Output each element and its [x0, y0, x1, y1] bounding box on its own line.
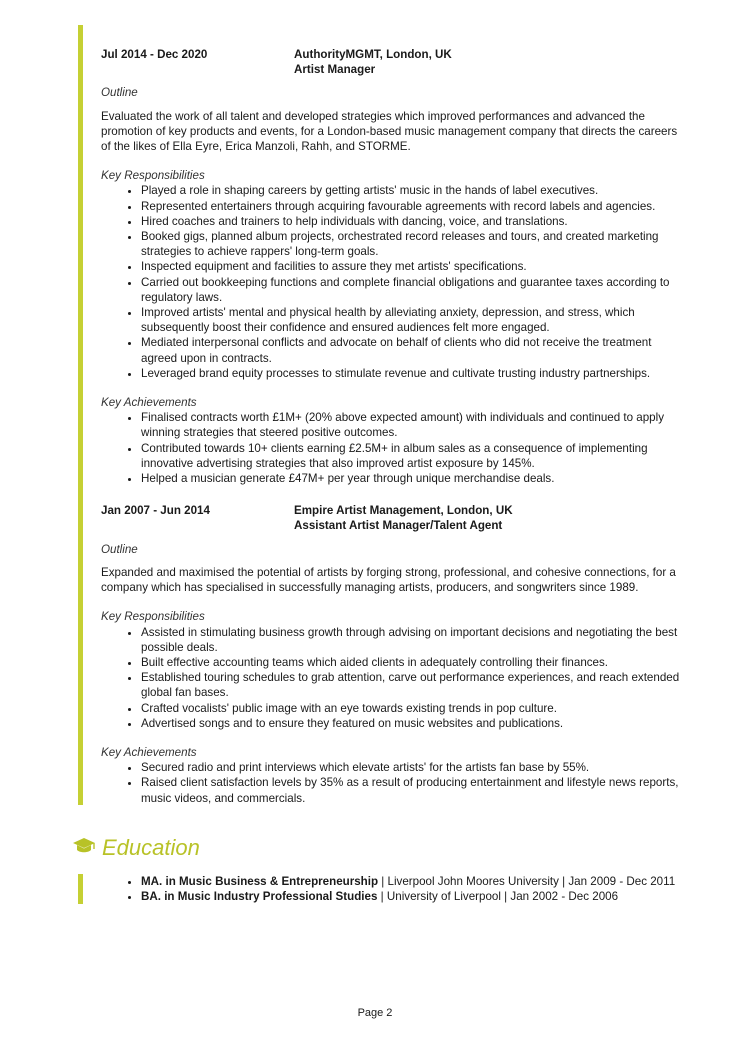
job-company: Empire Artist Management, London, UK	[294, 504, 513, 518]
outline-label: Outline	[101, 86, 138, 100]
list-item: • Advertised songs and to ensure they featured on music websites and publications.	[141, 716, 681, 731]
list-item: • Carried out bookkeeping functions and complete financial obligations and guarantee taxes according to regulatory laws.	[141, 275, 681, 305]
responsibilities-label: Key Responsibilities	[101, 169, 205, 183]
job-company: AuthorityMGMT, London, UK	[294, 48, 452, 61]
education-title: Education	[102, 835, 200, 860]
list-item: • Leveraged brand equity processes to stimulate revenue and cultivate trusting industry partnerships.	[141, 366, 681, 381]
responsibilities-label: Key Responsibilities	[101, 610, 205, 624]
achievements-list	[101, 410, 681, 486]
education-heading	[72, 834, 200, 862]
list-item: • Secured radio and print interviews which elevate artists' for the artists fan base by 55%.	[141, 760, 681, 775]
list-item: • Booked gigs, planned album projects, orchestrated record releases and tours, and created marketing strategies to achieve rappers' long-term goals.	[141, 229, 681, 259]
job-date: Jan 2007 - Jun 2014	[101, 504, 210, 518]
list-item: • Crafted vocalists' public image with an eye towards existing trends in pop culture.	[141, 701, 681, 716]
education-accent-bar	[78, 874, 83, 904]
job-title: Assistant Artist Manager/Talent Agent	[294, 519, 503, 533]
list-item: • Contributed towards 10+ clients earning £2.5M+ in album sales as a consequence of implementing innovative advertising strategies that also improved artist exposure by 145%.	[141, 441, 681, 471]
degree-name: BA. in Music Industry Professional Studies	[141, 890, 378, 904]
list-item: • Played a role in shaping careers by getting artists' music in the hands of label executives.	[141, 183, 681, 198]
achievements-label: Key Achievements	[101, 396, 197, 410]
education-item	[141, 874, 741, 889]
job-entry	[101, 47, 681, 486]
list-item: • Inspected equipment and facilities to assure they met artists' specifications.	[141, 259, 681, 274]
degree-name: MA. in Music Business & Entrepreneurship	[141, 875, 379, 888]
job-title: Artist Manager	[294, 63, 376, 77]
list-item: • Finalised contracts worth £1M+ (20% above expected amount) with individuals and continued to apply winning strategies that steered positive outcomes.	[141, 410, 681, 440]
achievements-label: Key Achievements	[101, 745, 197, 759]
list-item: • Helped a musician generate £47M+ per year through unique merchandise deals.	[141, 471, 681, 486]
experience-section	[101, 47, 681, 806]
education-list	[101, 874, 741, 904]
outline-label: Outline	[101, 542, 138, 556]
list-item: • Assisted in stimulating business growth through advising on important decisions and negotiating the best possible deals.	[141, 625, 681, 655]
list-item: • Represented entertainers through acquiring favourable agreements with record labels and agencies.	[141, 199, 681, 214]
responsibilities-list	[101, 625, 681, 731]
job-header	[101, 503, 681, 533]
achievements-list	[101, 760, 681, 806]
job-entry	[101, 503, 681, 805]
degree-details: | Liverpool John Moores University | Jan 2009 - Dec 2011	[378, 875, 676, 888]
graduation-cap-icon	[72, 837, 96, 859]
list-item: • Hired coaches and trainers to help individuals with dancing, voice, and translations.	[141, 214, 681, 229]
outline-text: Evaluated the work of all talent and developed strategies which improved performances and advanced the promotion of key products and events, for a London-based music management company that directs the careers of the likes of Ella Eyre, Erica Manzoli, Rahh, and STORME.	[101, 109, 678, 154]
list-item: • Established touring schedules to grab attention, carve out performance experiences, and reach extended global fan bases.	[141, 670, 681, 700]
experience-accent-bar	[78, 25, 83, 805]
list-item: • Raised client satisfaction levels by 35% as a result of producing entertainment and lifestyle news reports, music videos, and commercials.	[141, 775, 681, 805]
education-item	[141, 889, 741, 904]
page-number: Page 2	[357, 1007, 393, 1019]
outline-text: Expanded and maximised the potential of artists by forging strong, professional, and cohesive connections, for a company which has specialised in successfully managing artists, producers, and songwriters since 1989.	[101, 565, 676, 595]
list-item: • Built effective accounting teams which aided clients in adequately controlling their finances.	[141, 655, 681, 670]
responsibilities-list	[101, 183, 681, 381]
job-header	[101, 47, 681, 77]
degree-details: | University of Liverpool | Jan 2002 - Dec 2006	[377, 890, 619, 904]
list-item: • Mediated interpersonal conflicts and advocate on behalf of clients who did not receive the treatment agreed upon in contracts.	[141, 335, 681, 365]
list-item: • Improved artists' mental and physical health by alleviating anxiety, depression, and stress, which subsequently boost their confidence and ensured audiences felt more engaged.	[141, 305, 681, 335]
job-date: Jul 2014 - Dec 2020	[101, 48, 208, 61]
